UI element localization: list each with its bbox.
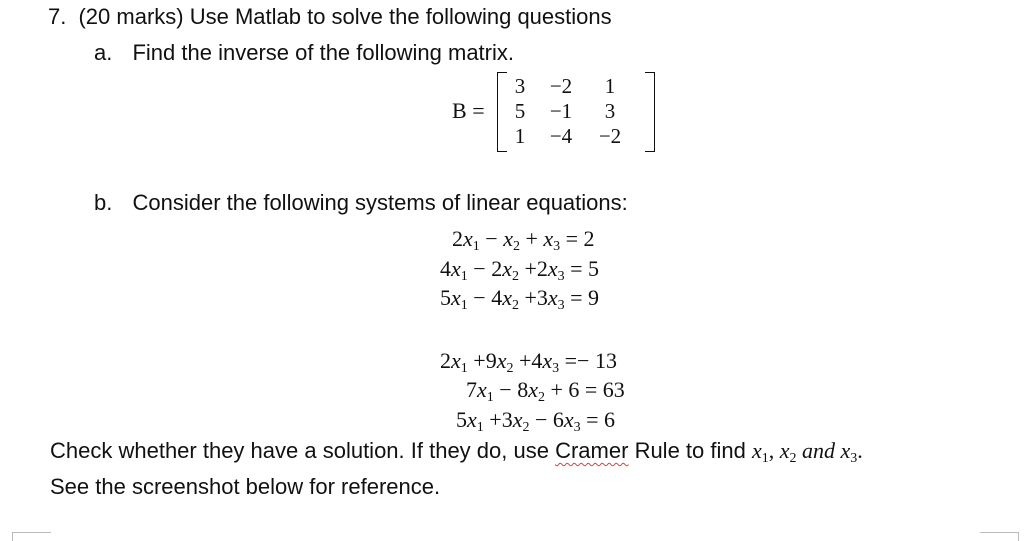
system1-eq1: $2x_1 - x_2 + x_3 = 2$ — [452, 226, 595, 254]
check-text: Check whether they have a solution. If they do, use — [50, 438, 549, 463]
matrix-cell: −1 — [549, 99, 573, 123]
matrix-cell: −4 — [549, 124, 573, 148]
system2-eq3: $5x_1 +3x_2 - 6x_3 = 6$ — [456, 407, 616, 435]
matrix-right-bracket — [645, 72, 655, 152]
matrix-label — [452, 98, 485, 124]
matrix-cell: 3 — [514, 74, 526, 98]
question-number: 7. — [48, 4, 67, 29]
matrix-cell: 1 — [604, 74, 616, 98]
page-corner-right — [980, 532, 1019, 541]
question-heading — [48, 4, 612, 30]
system2-eq2: $7x_1 - 8x_2 + 6 = 63$ — [466, 377, 625, 405]
system2-eq1: $2x_1 +9x_2 +4x_3 =- 13$ — [440, 348, 617, 376]
matrix-name: B — [452, 98, 467, 123]
part-a-text: Find the inverse of the following matrix. — [132, 40, 514, 65]
part-a-label: a. — [94, 40, 113, 65]
check-line — [50, 438, 863, 464]
system1-eq3: $5x_1 - 4x_2 +3x_3 = 9$ — [440, 285, 600, 313]
cramer-word: Cramer — [555, 438, 629, 463]
matrix-cells — [505, 74, 633, 149]
matrix-cell: 3 — [604, 99, 616, 123]
system1-eq2: $4x_1 - 2x_2 +2x_3 = 5$ — [440, 256, 600, 284]
rule-text: Rule to find — [634, 438, 746, 463]
matrix-cell: −2 — [598, 124, 622, 148]
matrix-b — [497, 72, 655, 150]
part-b-label: b. — [94, 190, 113, 215]
part-b-line — [94, 190, 628, 216]
part-a-line — [94, 40, 514, 66]
matrix-cell: −2 — [549, 74, 573, 98]
question-title: (20 marks) Use Matlab to solve the following questions — [78, 4, 612, 29]
matrix-cell: 5 — [514, 99, 526, 123]
part-b-text: Consider the following systems of linear equations: — [132, 190, 628, 215]
matrix-equals: = — [472, 98, 485, 123]
page-corner-left — [12, 532, 51, 541]
matrix-cell: 1 — [514, 124, 526, 148]
variables-list: $x_1$, $x_2$ and $x_3$. — [751, 438, 863, 466]
footer-note: See the screenshot below for reference. — [50, 474, 441, 499]
